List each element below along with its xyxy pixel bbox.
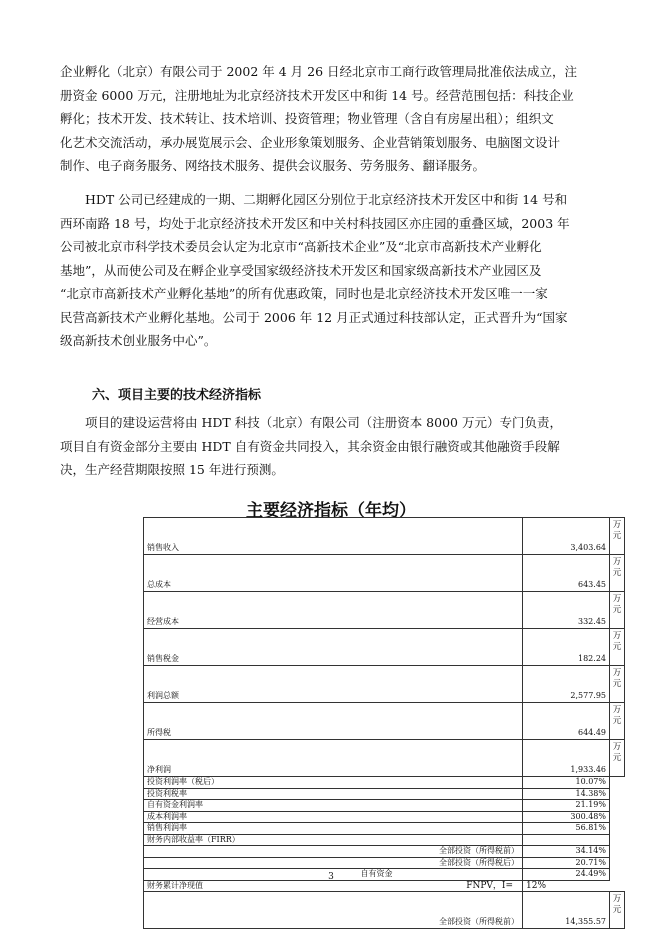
paragraph-project-operation — [60, 411, 605, 482]
text-line: 决，生产经营期限按照 15 年进行预测。 — [60, 462, 284, 477]
page-number: 3 — [328, 872, 334, 882]
paragraph-hdt-parks — [60, 188, 605, 353]
table-row — [144, 666, 625, 703]
unit-text: 万元 — [612, 668, 622, 689]
text-line: 项目的建设运营将由 HDT 科技（北京）有限公司（注册资本 8000 万元）专门负责， — [60, 415, 562, 430]
row-value: 182.24 — [523, 629, 610, 666]
row-label: 销售税金 — [144, 629, 523, 666]
text-line: 民营高新技术产业孵化基地。公司于 2006 年 12 月正式通过科技部认定，正式晋升为“国家 — [60, 309, 568, 325]
unit-cell — [610, 555, 625, 592]
row-value: 14.38% — [523, 788, 610, 800]
table-row — [144, 892, 625, 929]
table-row — [144, 629, 625, 666]
table-row — [144, 592, 625, 629]
row-label: 利润总额 — [144, 666, 523, 703]
section-heading: 六、项目主要的技术经济指标 — [92, 388, 262, 403]
row-label: 总成本 — [144, 555, 523, 592]
table-row — [144, 518, 625, 555]
table-row — [144, 555, 625, 592]
unit-text: 万元 — [612, 594, 622, 615]
unit-text: 万元 — [612, 520, 622, 541]
text-line: 基地”，从而使公司及在孵企业享受国家级经济技术开发区和国家级高新技术产业园区及 — [60, 262, 542, 278]
row-label: 自有资金利润率 — [144, 800, 523, 812]
unit-cell — [610, 892, 625, 929]
text-line: 化艺术交流活动，承办展览展示会、企业形象策划服务、企业营销策划服务、电脑图文设计 — [60, 134, 561, 150]
text-line: 册资金 6000 万元，注册地址为北京经济技术开发区中和街 14 号。经营范围包括：科技企业 — [60, 87, 574, 103]
table-row — [144, 857, 625, 869]
fnpv-rate: 12% — [523, 880, 610, 892]
unit-cell — [610, 518, 625, 555]
table-row — [144, 788, 625, 800]
unit-cell — [610, 740, 625, 777]
row-label: 销售收入 — [144, 518, 523, 555]
table-row — [144, 740, 625, 777]
row-label: 成本利润率 — [144, 811, 523, 823]
row-label: 投资利润率（税后） — [144, 777, 523, 789]
table-row — [144, 703, 625, 740]
row-value: 3,403.64 — [523, 518, 610, 555]
table-row — [144, 811, 625, 823]
unit-text: 万元 — [612, 631, 622, 652]
unit-text: 万元 — [612, 705, 622, 726]
row-value: 20.71% — [523, 857, 610, 869]
row-label: 净利润 — [144, 740, 523, 777]
text-line: 孵化；技术开发、技术转让、技术培训、投资管理；物业管理（含自有房屋出租）；组织文 — [60, 111, 554, 126]
row-label: 所得税 — [144, 703, 523, 740]
row-value: 24.49% — [523, 869, 610, 881]
row-value: 1,933.46 — [523, 740, 610, 777]
row-value: 34.14% — [523, 846, 610, 858]
row-label: 全部投资（所得税前） — [144, 892, 523, 929]
fnpv-param: FNPV，I= — [466, 880, 513, 891]
unit-text: 万元 — [612, 557, 622, 578]
row-label: 销售利润率 — [144, 823, 523, 835]
unit-cell — [610, 703, 625, 740]
row-value: 56.81% — [523, 823, 610, 835]
row-value: 2,577.95 — [523, 666, 610, 703]
unit-cell — [610, 629, 625, 666]
economic-indicators-table — [143, 517, 625, 929]
row-label: 经营成本 — [144, 592, 523, 629]
table-row — [144, 777, 625, 789]
row-value: 10.07% — [523, 777, 610, 789]
unit-cell — [610, 592, 625, 629]
table-title: 主要经济指标（年均） — [246, 501, 416, 521]
unit-text: 万元 — [612, 894, 622, 915]
text-line: “北京市高新技术产业孵化基地”的所有优惠政策，同时也是北京经济技术开发区唯一一家 — [60, 286, 548, 301]
row-value: 300.48% — [523, 811, 610, 823]
row-value: 332.45 — [523, 592, 610, 629]
row-label: 自有资金 — [144, 869, 523, 881]
row-label: 全部投资（所得税前） — [144, 846, 523, 858]
row-label: 财务内部收益率（FIRR） — [144, 834, 523, 846]
text-line: 企业孵化（北京）有限公司于 2002 年 4 月 26 日经北京市工商行政管理局批准依法成立，注 — [60, 64, 578, 79]
table-row — [144, 823, 625, 835]
row-value: 21.19% — [523, 800, 610, 812]
text-line: HDT 公司已经建成的一期、二期孵化园区分别位于北京经济技术开发区中和街 14 号和 — [60, 192, 568, 207]
text-line: 制作、电子商务服务、网络技术服务、提供会议服务、劳务服务、翻译服务。 — [60, 158, 486, 173]
row-value: 644.49 — [523, 703, 610, 740]
paragraph-company-intro — [60, 60, 605, 178]
row-value: 643.45 — [523, 555, 610, 592]
text-line: 西环南路 18 号，均处于北京经济技术开发区和中关村科技园区亦庄园的重叠区域，2003 年 — [60, 215, 570, 231]
table-row — [144, 800, 625, 812]
table-row — [144, 846, 625, 858]
text-line: 级高新技术创业服务中心”。 — [60, 333, 217, 348]
text-line: 公司被北京市科学技术委员会认定为北京市“高新技术企业”及“北京市高新技术产业孵化 — [60, 239, 542, 254]
text-line: 项目自有资金部分主要由 HDT 自有资金共同投入，其余资金由银行融资或其他融资手段解 — [60, 438, 560, 454]
unit-text: 万元 — [612, 742, 622, 763]
row-value: 14,355.57 — [523, 892, 610, 929]
table-row — [144, 834, 625, 846]
row-label: 投资利税率 — [144, 788, 523, 800]
row-label: 全部投资（所得税后） — [144, 857, 523, 869]
fnpv-label: 财务累计净现值 — [147, 880, 203, 890]
unit-cell — [610, 666, 625, 703]
